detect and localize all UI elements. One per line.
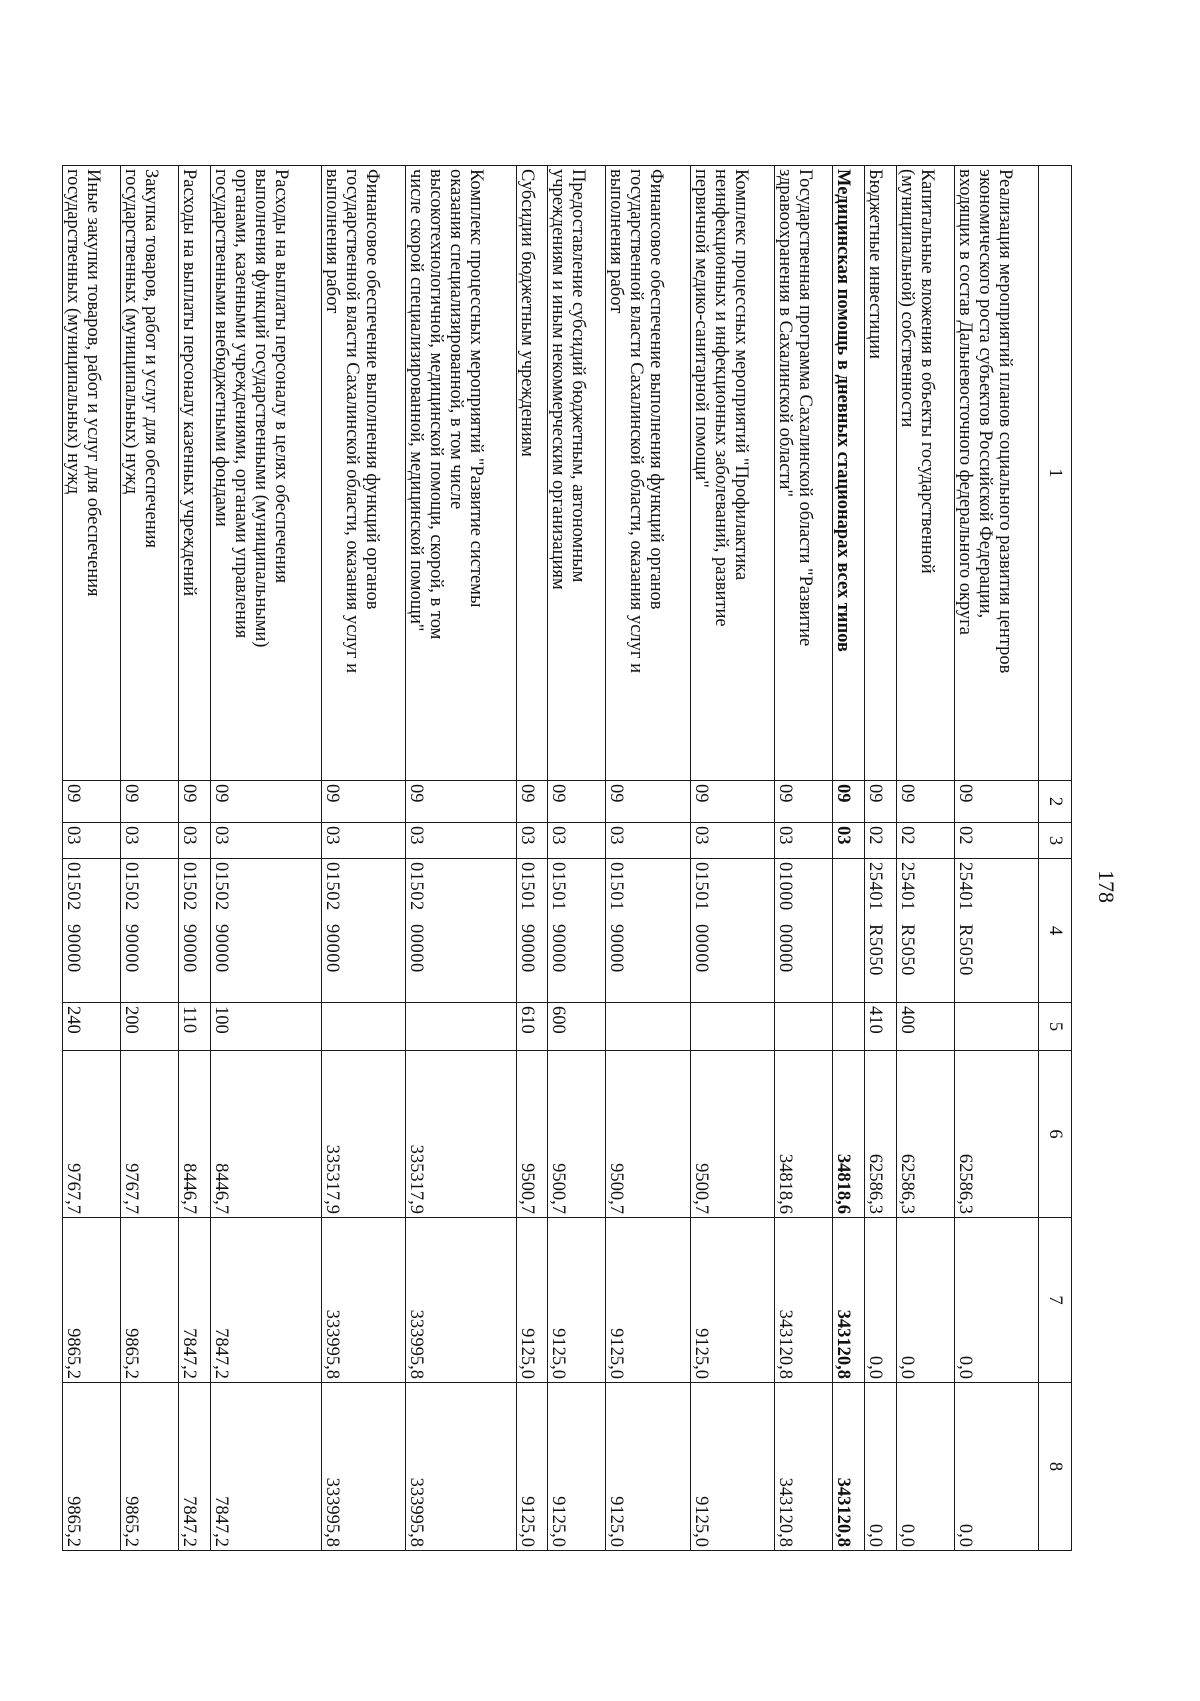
amount-col6-cell: 62586,3 (864, 1051, 896, 1218)
header-row (1039, 166, 1072, 1551)
row-name-cell (63, 166, 121, 781)
amount-col6-cell: 9500,7 (516, 1051, 548, 1218)
subsection-code-cell: 03 (210, 823, 321, 859)
row-name-cell (833, 166, 865, 781)
amount-col7-cell: 343120,8 (775, 1218, 833, 1383)
section-code-cell: 09 (406, 781, 517, 823)
amount-col7-cell: 0,0 (896, 1218, 954, 1383)
row-name-cell (548, 166, 606, 781)
expense-type-cell (321, 1003, 405, 1051)
amount-col6-cell: 62586,3 (954, 1051, 1038, 1218)
row-name-line: здравоохранения в Сахалинской области" (775, 169, 796, 498)
section-code-cell: 09 (516, 781, 548, 823)
row-name-line: государственных (муниципальных) нужд (121, 169, 142, 495)
table-row (833, 166, 865, 1551)
subsection-code-cell: 03 (775, 823, 833, 859)
section-code-cell: 09 (548, 781, 606, 823)
expense-type-cell (833, 1003, 865, 1051)
row-name-line: входящих в состав Дальневосточного федерального округа (954, 169, 975, 636)
rotated-table-wrapper (62, 165, 1072, 1550)
subsection-code-cell: 03 (548, 823, 606, 859)
row-name-line: экономического роста субъектов Российской Федерации, (974, 169, 995, 619)
target-article-cell (210, 859, 321, 1003)
expense-type-cell: 110 (179, 1003, 211, 1051)
target-article-program: 01502 (210, 862, 231, 911)
target-article-cell (179, 859, 211, 1003)
amount-col6-cell: 62586,3 (896, 1051, 954, 1218)
expense-type-cell (775, 1003, 833, 1051)
subsection-code-cell: 02 (864, 823, 896, 859)
target-article-direction: R5050 (896, 924, 917, 976)
target-article-cell (896, 859, 954, 1003)
subsection-code-cell: 03 (179, 823, 211, 859)
target-article-direction: 00000 (690, 924, 711, 973)
table-body (63, 166, 1072, 1551)
target-article-direction: 90000 (548, 924, 569, 973)
row-name-line: Государственная программа Сахалинской области "Развитие (795, 169, 816, 647)
header-cell-6: 6 (1039, 1051, 1072, 1218)
amount-col8-cell: 9865,2 (121, 1383, 179, 1551)
section-code-cell: 09 (864, 781, 896, 823)
table-row (321, 166, 405, 1551)
amount-col7-cell: 9865,2 (63, 1218, 121, 1383)
row-name-cell (210, 166, 321, 781)
amount-col7-cell: 333995,8 (406, 1218, 517, 1383)
amount-col8-cell: 9125,0 (606, 1383, 690, 1551)
subsection-code-cell: 03 (606, 823, 690, 859)
target-article-program: 01502 (121, 862, 142, 911)
target-article-direction: 90000 (516, 924, 537, 973)
row-name-cell (406, 166, 517, 781)
amount-col8-cell: 7847,2 (210, 1383, 321, 1551)
row-name-line: Финансовое обеспечение выполнения функций органов (646, 169, 667, 610)
row-name-cell (690, 166, 774, 781)
table-row (121, 166, 179, 1551)
row-name-line: государственными внебюджетными фондами (210, 169, 231, 527)
table-row (179, 166, 211, 1551)
row-name-cell (896, 166, 954, 781)
row-name-cell (179, 166, 211, 781)
section-code-cell: 09 (690, 781, 774, 823)
subsection-code-cell: 03 (833, 823, 865, 859)
amount-col6-cell: 9500,7 (548, 1051, 606, 1218)
section-code-cell: 09 (833, 781, 865, 823)
table-row (775, 166, 833, 1551)
amount-col6-cell: 335317,9 (406, 1051, 517, 1218)
target-article-direction: 90000 (210, 924, 231, 973)
row-name-line: (муниципальной) собственности (896, 169, 917, 428)
row-name-cell (606, 166, 690, 781)
target-article-direction: R5050 (864, 924, 885, 976)
amount-col6-cell: 8446,7 (179, 1051, 211, 1218)
target-article-program: 01502 (179, 862, 200, 911)
amount-col6-cell: 34818,6 (775, 1051, 833, 1218)
table-row (210, 166, 321, 1551)
expense-type-cell (406, 1003, 517, 1051)
amount-col7-cell: 9125,0 (516, 1218, 548, 1383)
header-cell-7: 7 (1039, 1218, 1072, 1383)
amount-col6-cell: 8446,7 (210, 1051, 321, 1218)
target-article-program: 01000 (775, 862, 796, 911)
target-article-direction: 90000 (179, 924, 200, 973)
target-article-program: 25401 (896, 862, 917, 911)
expense-type-cell: 410 (864, 1003, 896, 1051)
row-name-line: учреждениям и иным некоммерческим организациям (548, 169, 569, 590)
target-article-cell (775, 859, 833, 1003)
section-code-cell: 09 (606, 781, 690, 823)
amount-col8-cell: 9125,0 (548, 1383, 606, 1551)
section-code-cell: 09 (63, 781, 121, 823)
target-article-direction: 90000 (121, 924, 142, 973)
target-article-program: 25401 (864, 862, 885, 911)
amount-col7-cell: 9125,0 (690, 1218, 774, 1383)
target-article-cell (833, 859, 865, 1003)
row-name-line: оказания специализированной, в том числе (446, 169, 467, 510)
row-name-line: выполнения работ (606, 169, 627, 314)
target-article-program: 01501 (690, 862, 711, 911)
row-name-line: Бюджетные инвестиции (864, 169, 885, 359)
target-article-cell (864, 859, 896, 1003)
amount-col7-cell: 7847,2 (210, 1218, 321, 1383)
subsection-code-cell: 03 (63, 823, 121, 859)
row-name-cell (954, 166, 1038, 781)
row-name-line: Иные закупки товаров, работ и услуг для обеспечения (83, 169, 103, 597)
target-article-direction: 90000 (63, 924, 83, 973)
target-article-program: 01501 (516, 862, 537, 911)
row-name-line: Комплекс процессных мероприятий "Развитие системы (466, 169, 487, 608)
target-article-program: 01501 (606, 862, 627, 911)
amount-col6-cell: 335317,9 (321, 1051, 405, 1218)
amount-col7-cell: 333995,8 (321, 1218, 405, 1383)
section-code-cell: 09 (775, 781, 833, 823)
target-article-direction: 00000 (406, 924, 427, 973)
target-article-cell (516, 859, 548, 1003)
header-cell-4: 4 (1039, 859, 1072, 1003)
expense-type-cell: 100 (210, 1003, 321, 1051)
page-number: 178 (1094, 870, 1119, 903)
expense-type-cell: 600 (548, 1003, 606, 1051)
table-row (690, 166, 774, 1551)
amount-col8-cell: 9125,0 (516, 1383, 548, 1551)
target-article-direction: 00000 (775, 924, 796, 973)
expense-type-cell: 200 (121, 1003, 179, 1051)
subsection-code-cell: 02 (954, 823, 1038, 859)
amount-col8-cell: 343120,8 (833, 1383, 865, 1551)
row-name-line: высокотехнологичной, медицинской помощи, скорой, в том (426, 169, 447, 640)
table-row (954, 166, 1038, 1551)
target-article-program: 01502 (321, 862, 342, 911)
target-article-program: 25401 (954, 862, 975, 911)
row-name-line: Комплекс процессных мероприятий "Профилактика (730, 169, 751, 581)
row-name-line: выполнения работ (321, 169, 342, 314)
amount-col8-cell: 7847,2 (179, 1383, 211, 1551)
section-code-cell: 09 (954, 781, 1038, 823)
expense-type-cell: 400 (896, 1003, 954, 1051)
expense-type-cell (954, 1003, 1038, 1051)
amount-col8-cell: 0,0 (954, 1383, 1038, 1551)
amount-col8-cell: 333995,8 (406, 1383, 517, 1551)
row-name-line: Расходы на выплаты персоналу в целях обеспечения (270, 169, 291, 584)
subsection-code-cell: 03 (406, 823, 517, 859)
row-name-line: государственной власти Сахалинской области, оказания услуг и (626, 169, 647, 673)
row-name-line: выполнения функций государственными (муниципальными) (250, 169, 271, 648)
row-name-cell (121, 166, 179, 781)
section-code-cell: 09 (321, 781, 405, 823)
budget-table (62, 165, 1072, 1551)
amount-col8-cell: 0,0 (864, 1383, 896, 1551)
target-article-direction: 90000 (321, 924, 342, 973)
amount-col6-cell: 9500,7 (690, 1051, 774, 1218)
row-name-line: Субсидии бюджетным учреждениям (516, 169, 537, 457)
header-cell-2: 2 (1039, 781, 1072, 823)
row-name-line: государственной власти Сахалинской области, оказания услуг и (341, 169, 362, 673)
target-article-program: 01502 (406, 862, 427, 911)
row-name-line: государственных (муниципальных) нужд (63, 169, 83, 495)
table-row (406, 166, 517, 1551)
row-name-line: Медицинская помощь в дневных стационарах всех типов (833, 169, 854, 652)
target-article-cell (606, 859, 690, 1003)
target-article-cell (954, 859, 1038, 1003)
amount-col7-cell: 0,0 (864, 1218, 896, 1383)
row-name-cell (864, 166, 896, 781)
target-article-cell (321, 859, 405, 1003)
amount-col6-cell: 9500,7 (606, 1051, 690, 1218)
row-name-cell (321, 166, 405, 781)
amount-col6-cell: 34818,6 (833, 1051, 865, 1218)
amount-col7-cell: 9865,2 (121, 1218, 179, 1383)
table-row (606, 166, 690, 1551)
row-name-cell (775, 166, 833, 781)
target-article-program: 01502 (63, 862, 83, 911)
header-cell-3: 3 (1039, 823, 1072, 859)
target-article-cell (121, 859, 179, 1003)
row-name-line: неинфекционных и инфекционных заболеваний, развитие (710, 169, 731, 627)
amount-col7-cell: 343120,8 (833, 1218, 865, 1383)
table-row (864, 166, 896, 1551)
target-article-program: 01501 (548, 862, 569, 911)
subsection-code-cell: 03 (516, 823, 548, 859)
row-name-line: Капитальные вложения в объекты государственной (916, 169, 937, 574)
row-name-line: первичной медико-санитарной помощи" (690, 169, 711, 488)
expense-type-cell (606, 1003, 690, 1051)
subsection-code-cell: 03 (321, 823, 405, 859)
amount-col8-cell: 333995,8 (321, 1383, 405, 1551)
target-article-direction: 90000 (606, 924, 627, 973)
row-name-line: Финансовое обеспечение выполнения функций органов (361, 169, 382, 610)
row-name-line: Закупка товаров, работ и услуг для обеспечения (141, 169, 162, 549)
amount-col8-cell: 0,0 (896, 1383, 954, 1551)
amount-col6-cell: 9767,7 (121, 1051, 179, 1218)
section-code-cell: 09 (896, 781, 954, 823)
expense-type-cell: 610 (516, 1003, 548, 1051)
amount-col6-cell: 9767,7 (63, 1051, 121, 1218)
subsection-code-cell: 03 (690, 823, 774, 859)
amount-col8-cell: 343120,8 (775, 1383, 833, 1551)
expense-type-cell (690, 1003, 774, 1051)
subsection-code-cell: 02 (896, 823, 954, 859)
table-row (63, 166, 121, 1551)
table-row (516, 166, 548, 1551)
amount-col7-cell: 9125,0 (548, 1218, 606, 1383)
table-row (548, 166, 606, 1551)
header-cell-5: 5 (1039, 1003, 1072, 1051)
row-name-line: Предоставление субсидий бюджетным, автономным (568, 169, 589, 583)
target-article-cell (63, 859, 121, 1003)
amount-col7-cell: 0,0 (954, 1218, 1038, 1383)
header-cell-1: 1 (1039, 166, 1072, 781)
row-name-line: числе скорой специализированной, медицинской помощи" (406, 169, 427, 632)
section-code-cell: 09 (210, 781, 321, 823)
target-article-direction: R5050 (954, 924, 975, 976)
amount-col7-cell: 9125,0 (606, 1218, 690, 1383)
amount-col7-cell: 7847,2 (179, 1218, 211, 1383)
row-name-line: Реализация мероприятий планов социального развития центров (994, 169, 1015, 674)
amount-col8-cell: 9125,0 (690, 1383, 774, 1551)
header-cell-8: 8 (1039, 1383, 1072, 1551)
expense-type-cell: 240 (63, 1003, 121, 1051)
row-name-cell (516, 166, 548, 781)
table-row (896, 166, 954, 1551)
subsection-code-cell: 03 (121, 823, 179, 859)
section-code-cell: 09 (179, 781, 211, 823)
target-article-cell (406, 859, 517, 1003)
section-code-cell: 09 (121, 781, 179, 823)
target-article-cell (548, 859, 606, 1003)
target-article-cell (690, 859, 774, 1003)
row-name-line: Расходы на выплаты персоналу казенных учреждений (179, 169, 200, 596)
row-name-line: органами, казенными учреждениями, органами управления (230, 169, 251, 639)
amount-col8-cell: 9865,2 (63, 1383, 121, 1551)
